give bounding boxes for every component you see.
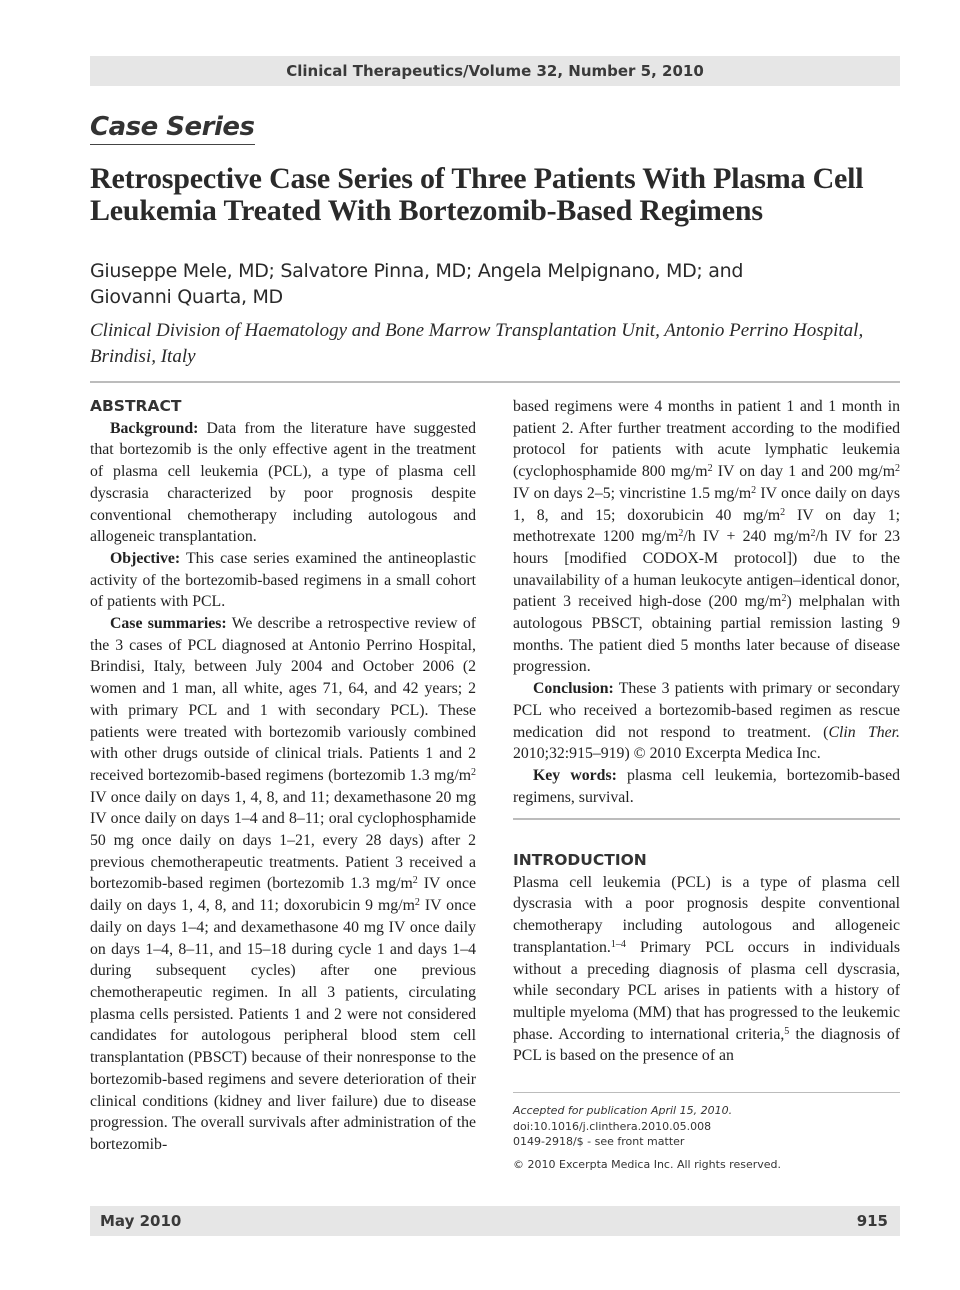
running-footer xyxy=(90,1206,900,1236)
summaries-text: ) melphalan with autologous PBSCT, obtaining partial remission lasting 9 months. The patient died 5 months later because of disease progression. xyxy=(513,593,900,676)
header-divider xyxy=(90,381,900,383)
conclusion-text: These 3 patients with primary or secondary PCL who received a bortezomib-based regimen as rescue medication did not respond to treatment. ( xyxy=(513,680,901,741)
abstract-heading: ABSTRACT xyxy=(90,397,182,415)
summaries-text: IV once daily on days 1, 4, 8, and 11; dexamethasone 20 mg IV once daily on days 1–4 and 8–11; oral cyclophosphamide 50 mg once daily on days 1–21, every 28 days) after 2 previous chemotherapeutic treatments. Patient 3 received a bortezomib-based regimen (bortezomib 1.3 mg/m xyxy=(90,788,476,893)
superscript: 2 xyxy=(780,506,786,518)
conclusion-label: Conclusion: xyxy=(533,680,614,698)
objective-text: This case series examined the antineoplastic activity of the bortezomib-based regimens in a small cohort of patients with PCL. xyxy=(90,549,476,611)
summaries-text: IV once daily on days 1, 4, 8, and 11; doxorubicin 9 mg/m xyxy=(90,875,476,915)
superscript: 2 xyxy=(810,528,816,540)
background-label: Background: xyxy=(110,419,199,437)
summaries-text: /h IV for 23 hours [modified CODOX-M protocol]) due to the unavailability of a human leukocyte antigen–identical donor, patient 3 received high-dose (200 mg/m xyxy=(513,528,901,611)
summaries-text: /h IV + 240 mg/m xyxy=(683,528,811,546)
superscript: 2 xyxy=(414,897,420,909)
superscript: 2 xyxy=(707,463,713,475)
background-text: Data from the literature have suggested that bortezomib is the only effective agent in the treatment of plasma cell leukemia (PCL), a type of plasma cell dyscrasia characterized by poor prognosis despite conventional chemotherapy including autologous and allogeneic transplantation. xyxy=(90,419,477,546)
superscript: 2 xyxy=(781,593,787,605)
section-label: Case Series xyxy=(90,112,255,145)
intro-text: Plasma cell leukemia (PCL) is a type of plasma cell dyscrasia with a poor prognosis despite conventional chemotherapy including autologous and allogeneic transplantation. xyxy=(513,873,900,956)
intro-text: Primary PCL occurs in individuals without a preceding diagnosis of plasma cell dyscrasia, while secondary PCL arises in patients with a history of multiple myeloma (MM) that has progressed to the leukemic phase. According to international criteria, xyxy=(513,938,900,1043)
journal-citation: Clinical Therapeutics/Volume 32, Number 5, 2010 xyxy=(286,62,704,80)
abstract-left-column xyxy=(90,396,476,1156)
superscript: 2 xyxy=(678,528,684,540)
summaries-label: Case summaries: xyxy=(110,615,227,633)
affiliation: Clinical Division of Haematology and Bone Marrow Transplantation Unit, Antonio Perrino Hospital, Brindisi, Italy xyxy=(90,320,864,367)
doi: doi:10.1016/j.clinthera.2010.05.008 xyxy=(513,1119,712,1133)
summaries-text: IV on days 2–5; vincristine 1.5 mg/m xyxy=(513,484,752,502)
article-title: Retrospective Case Series of Three Patients With Plasma Cell Leukemia Treated With Bortezomib-Based Regimens xyxy=(90,162,864,227)
author-list: Giuseppe Mele, MD; Salvatore Pinna, MD; Angela Melpignano, MD; and Giovanni Quarta, MD xyxy=(90,260,744,308)
superscript: 2 xyxy=(751,484,757,496)
notes-divider xyxy=(513,1092,900,1093)
superscript: 2 xyxy=(412,875,418,887)
citation-journal: Clin Ther. xyxy=(828,723,900,741)
publication-notes xyxy=(513,1103,900,1172)
reference-marker: 5 xyxy=(784,1025,790,1037)
superscript: 2 xyxy=(471,766,476,778)
issue-date: May 2010 xyxy=(100,1212,182,1230)
reference-marker: 1–4 xyxy=(610,938,626,950)
running-header xyxy=(90,56,900,86)
superscript: 2 xyxy=(895,463,900,475)
abstract-right-column xyxy=(513,396,900,808)
summaries-text: IV on day 1 and 200 mg/m xyxy=(712,463,895,481)
introduction-section xyxy=(513,850,900,1067)
copyright: © 2010 Excerpta Medica Inc. All rights reserved. xyxy=(513,1157,781,1171)
intro-text: the diagnosis of PCL is based on the presence of an xyxy=(513,1025,900,1065)
summaries-text: IV once daily on days 1, 8, and 15; doxorubicin 40 mg/m xyxy=(513,484,900,524)
accepted-date: Accepted for publication April 15, 2010. xyxy=(513,1104,733,1117)
summaries-text: IV on day 1; methotrexate 1200 mg/m xyxy=(513,506,900,546)
keywords-text: plasma cell leukemia, bortezomib-based regimens, survival. xyxy=(513,766,900,806)
summaries-text: IV once daily on days 1–4; and dexamethasone 40 mg IV once daily on days 1–4, 8–11, and 15–18 during cycle 1 and days 1–4 during subsequent cycles) after one previous chemotherapeutic regimen. In all 3 patients, circulating plasma cells persisted. Patients 1 and 2 were not considered candidates for autologous peripheral blood stem cell transplantation (PBSCT) because of their nonresponse to the bortezomib-based regimens and severe deterioration of their clinical conditions (kidney and liver failure) due to disease progression. The overall survivals after administration of the bortezomib- xyxy=(90,897,476,1153)
abstract-case-summaries xyxy=(90,613,476,1156)
abstract-objective xyxy=(90,548,476,613)
abstract-conclusion xyxy=(513,678,900,765)
page-number: 915 xyxy=(856,1212,888,1230)
summaries-text: based regimens were 4 months in patient 1 and 1 month in patient 2. After further treatment according to the modified protocol for patients with acute lymphatic leukemia (cyclophosphamide 800 mg/m xyxy=(513,398,900,481)
issn: 0149-2918/$ - see front matter xyxy=(513,1135,685,1148)
introduction-heading: INTRODUCTION xyxy=(513,851,647,869)
abstract-keywords xyxy=(513,765,900,808)
summaries-text: We describe a retrospective review of the 3 cases of PCL diagnosed at Antonio Perrino Hospital, Brindisi, Italy, between July 2004 and October 2006 (2 women and 1 man, all white, ages 71, 64, and 42 years; 2 with primary PCL and 1 with secondary PCL). These patients were treated with bortezomib variously combined with other drugs outside of clinical trials. Patients 1 and 2 received bortezomib-based regimens (bortezomib 1.3 mg/m xyxy=(90,615,476,784)
abstract-summaries-continued xyxy=(513,396,900,678)
introduction-text xyxy=(513,872,900,1067)
objective-label: Objective: xyxy=(110,549,181,567)
citation-text: 2010;32:915–919) © 2010 Excerpta Medica Inc. xyxy=(513,745,821,763)
keywords-label: Key words: xyxy=(533,766,617,784)
abstract-background xyxy=(90,418,476,548)
abstract-end-divider xyxy=(513,818,900,820)
